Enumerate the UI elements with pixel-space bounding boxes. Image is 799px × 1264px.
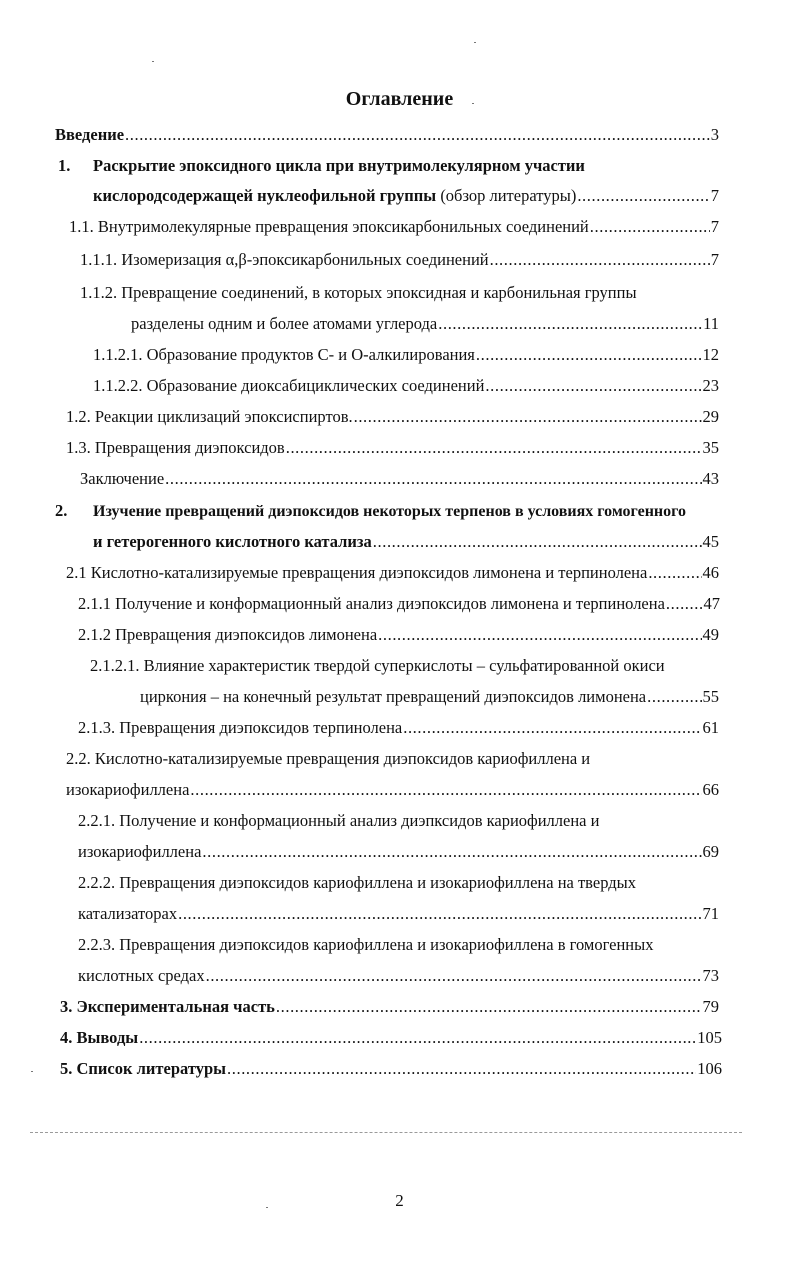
toc-leader xyxy=(438,313,702,335)
toc-label: 1.1.2.2. Образование диоксабициклических соединений xyxy=(93,376,485,395)
toc-label: Изучение превращений диэпоксидов некоторых терпенов в условиях гомогенного xyxy=(93,503,686,520)
toc-page: 23 xyxy=(702,376,719,395)
toc-page: 66 xyxy=(702,780,719,799)
toc-number: 2. xyxy=(55,501,68,520)
toc-label: 2.1.3. Превращения диэпоксидов терпинолена xyxy=(78,718,403,737)
page-number: 2 xyxy=(395,1191,404,1210)
toc-label: 1.1. Внутримолекулярные превращения эпоксикарбонильных соединений xyxy=(69,217,589,236)
toc-page: 45 xyxy=(702,532,719,551)
scan-speck xyxy=(152,61,154,62)
toc-page: 12 xyxy=(702,345,719,364)
toc-page: 55 xyxy=(702,687,719,706)
toc-label: кислородсодержащей нуклеофильной группы xyxy=(93,186,437,205)
toc-label: катализаторах xyxy=(78,904,178,923)
toc-page: 43 xyxy=(702,469,719,488)
toc-leader xyxy=(403,717,701,739)
toc-label: Раскрытие эпоксидного цикла при внутримолекулярном участии xyxy=(93,156,585,175)
toc-leader xyxy=(286,437,702,459)
toc-leader xyxy=(190,779,701,801)
toc-leader xyxy=(648,562,701,584)
toc-leader xyxy=(202,841,701,863)
toc-entry-2-2-2 xyxy=(78,872,719,894)
toc-entry-chapter-2 xyxy=(55,500,745,522)
toc-entry-2-2-2-cont xyxy=(78,903,719,925)
toc-page: 7 xyxy=(710,250,719,269)
toc-entry-1-1-2-cont xyxy=(131,313,719,335)
toc-leader xyxy=(590,216,710,238)
toc-page: 69 xyxy=(702,842,719,861)
toc-page: 71 xyxy=(702,904,719,923)
scan-speck xyxy=(472,103,474,104)
toc-leader xyxy=(490,249,710,271)
toc-leader xyxy=(373,531,702,553)
toc-label: 1.2. Реакции циклизаций эпоксиспиртов. xyxy=(66,407,353,426)
toc-page: 35 xyxy=(702,438,719,457)
toc-entry-2-1 xyxy=(66,562,719,584)
toc-entry-1-1-2 xyxy=(80,282,719,304)
toc-page: 49 xyxy=(702,625,719,644)
toc-label: 2.1.2.1. Влияние характеристик твердой суперкислоты – сульфатированной окиси xyxy=(90,656,665,675)
toc-leader xyxy=(125,124,710,146)
toc-entry-2-2-3 xyxy=(78,934,719,956)
toc-label: 3. Экспериментальная часть xyxy=(60,997,275,1016)
toc-entry-2-1-1 xyxy=(78,593,720,615)
toc-label: кислотных средах xyxy=(78,966,205,985)
scan-speck xyxy=(474,42,476,43)
toc-leader xyxy=(476,344,702,366)
toc-entry-1-1-2-1 xyxy=(93,344,719,366)
toc-entry-conclusion xyxy=(80,468,719,490)
toc-entry-2-2 xyxy=(66,748,719,770)
toc-entry-1-1 xyxy=(69,216,719,238)
toc-label: 1.1.2. Превращение соединений, в которых эпоксидная и карбонильная группы xyxy=(80,283,637,302)
toc-entry-2-2-1-cont xyxy=(78,841,719,863)
toc-label: 1.1.2.1. Образование продуктов С- и О-алкилирования xyxy=(93,345,475,364)
toc-label: изокариофиллена xyxy=(78,842,202,861)
toc-label: 2.1.1 Получение и конформационный анализ диэпоксидов лимонена и терпинолена xyxy=(78,594,665,613)
toc-entry-1-2 xyxy=(66,406,719,428)
toc-leader xyxy=(139,1027,696,1049)
toc-entry-1-1-1 xyxy=(80,249,719,271)
toc-page: 106 xyxy=(697,1059,722,1078)
toc-label: 5. Список литературы xyxy=(60,1059,227,1078)
toc-leader xyxy=(577,185,709,207)
toc-number: 1. xyxy=(58,156,71,175)
toc-label: циркония – на конечный результат превращений диэпоксидов лимонена xyxy=(140,687,647,706)
toc-entry-chapter-5 xyxy=(60,1058,722,1080)
toc-label: 2.2.2. Превращения диэпоксидов кариофиллена и изокариофиллена на твердых xyxy=(78,873,636,892)
toc-label: 2.1 Кислотно-катализируемые превращения диэпоксидов лимонена и терпинолена xyxy=(66,563,648,582)
toc-label: 2.2. Кислотно-катализируемые превращения диэпоксидов кариофиллена и xyxy=(66,749,591,768)
toc-leader xyxy=(378,624,701,646)
toc-entry-2-1-3 xyxy=(78,717,719,739)
toc-page: 3 xyxy=(710,125,719,144)
toc-entry-2-1-2-1 xyxy=(90,655,719,677)
toc-page: 47 xyxy=(703,594,720,613)
toc-label: 2.1.2 Превращения диэпоксидов лимонена xyxy=(78,625,378,644)
toc-label: 1.1.1. Изомеризация α,β-эпоксикарбонильных соединений xyxy=(80,250,489,269)
toc-leader xyxy=(647,686,701,708)
toc-label: 4. Выводы xyxy=(60,1028,139,1047)
toc-page: 79 xyxy=(702,997,719,1016)
toc-entry-2-1-2-1-cont xyxy=(140,686,719,708)
toc-label: разделены одним и более атомами углерода xyxy=(131,314,438,333)
toc-page: 61 xyxy=(702,718,719,737)
scan-speck xyxy=(266,1207,268,1208)
toc-label: 2.2.1. Получение и конформационный анализ диэпксидов кариофиллена и xyxy=(78,811,600,830)
toc-page: 105 xyxy=(697,1028,722,1047)
toc-entry-2-2-3-cont xyxy=(78,965,719,987)
toc-leader xyxy=(485,375,701,397)
toc-leader xyxy=(276,996,702,1018)
toc-entry-chapter-1 xyxy=(58,155,718,177)
toc-entry-2-1-2 xyxy=(78,624,719,646)
toc-entry-chapter-2-cont xyxy=(93,531,719,553)
toc-leader xyxy=(178,903,701,925)
toc-page: 29 xyxy=(702,407,719,426)
toc-leader xyxy=(227,1058,696,1080)
toc-leader xyxy=(206,965,702,987)
toc-page: 7 xyxy=(710,217,719,236)
toc-entry-chapter-1-cont xyxy=(93,185,719,207)
toc-label: и гетерогенного кислотного катализа xyxy=(93,532,372,551)
page-title: Оглавление xyxy=(345,88,454,110)
toc-label: 1.3. Превращения диэпоксидов xyxy=(66,438,285,457)
toc-entry-1-3 xyxy=(66,437,719,459)
toc-label: 2.2.3. Превращения диэпоксидов кариофиллена и изокариофиллена в гомогенных xyxy=(78,935,654,954)
toc-page: 11 xyxy=(703,314,719,333)
toc-page: 73 xyxy=(702,966,719,985)
toc-page: 7 xyxy=(710,186,719,205)
toc-leader xyxy=(354,406,702,428)
scan-divider-line xyxy=(30,1132,742,1133)
toc-leader xyxy=(666,593,703,615)
toc-label: изокариофиллена xyxy=(66,780,190,799)
toc-entry-chapter-3 xyxy=(60,996,719,1018)
toc-label: Заключение xyxy=(80,469,165,488)
toc-label-suffix: (обзор литературы) xyxy=(436,186,577,205)
scan-speck xyxy=(31,1071,33,1072)
toc-entry-2-2-1 xyxy=(78,810,719,832)
toc-entry-2-2-cont xyxy=(66,779,719,801)
toc-label: Введение xyxy=(55,125,125,144)
toc-entry-introduction xyxy=(55,124,719,146)
toc-page: 46 xyxy=(702,563,719,582)
toc-entry-1-1-2-2 xyxy=(93,375,719,397)
toc-leader xyxy=(165,468,701,490)
toc-entry-chapter-4 xyxy=(60,1027,722,1049)
